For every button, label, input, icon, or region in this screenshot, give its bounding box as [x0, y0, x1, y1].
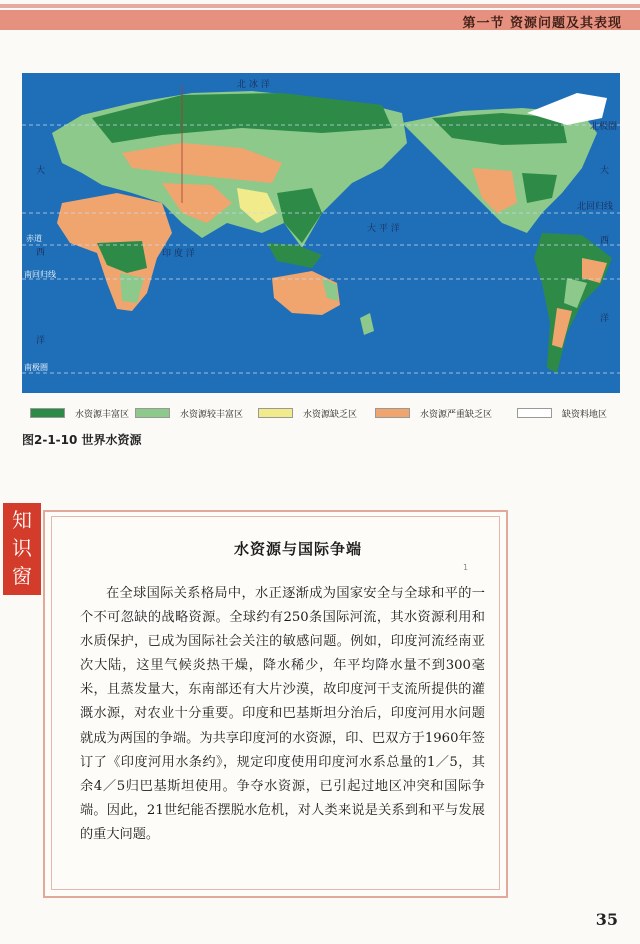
- label-atlantic-left-2: 西: [36, 248, 46, 258]
- figure-caption: 图2-1-10 世界水资源: [22, 433, 142, 447]
- legend-label: 水资源缺乏区: [303, 409, 358, 420]
- knowledge-paragraph: 在全球国际关系格局中，水正逐渐成为国家安全与全球和平的一个不可忽缺的战略资源。全球约有250条国际河流，其水资源利用和水质保护，已成为国际社会关注的敏感问题。例如，印度河流经南亚次大陆，这里气候炎热干燥，降水稀少，年平均降水量不到300毫米，且蒸发量大，东南部还有大片沙漠，故印度河干支流所提供的灌溉水源，对农业十分重要。印度和巴基斯坦分治后，印度河用水问题就成为两国的争端。为共享印度河的水资源，印、巴双方于1960年签订了《印度河用水条约》，规定印度使用印度河水系总量的1／5，其余4／5归巴基斯坦使用。争夺水资源，已引起过地区冲突和国际争端。因此，21世纪能否摆脱水危机，对人类来说是关系到和平与发展的重大问题。: [80, 586, 485, 842]
- knowledge-title-wrap: [0, 538, 640, 559]
- label-atlantic-left-1: 大: [36, 166, 46, 176]
- legend-item: [135, 406, 243, 420]
- legend-item: [375, 406, 492, 420]
- header-stripe: [0, 4, 640, 8]
- label-tropic-cancer: 北回归线: [577, 202, 614, 212]
- legend-swatch-rich: [30, 408, 65, 418]
- label-antarctic-circle: 南极圈: [24, 363, 48, 372]
- label-equator: 赤道: [26, 234, 42, 243]
- label-indian-ocean: 印 度 洋: [162, 249, 195, 259]
- tag-char: 识: [12, 536, 32, 560]
- legend-swatch-fairly-rich: [135, 408, 170, 418]
- tag-char: 知: [12, 508, 32, 532]
- legend-item: [30, 406, 129, 420]
- map-legend: [30, 406, 630, 420]
- world-water-resources-map: [22, 73, 620, 393]
- legend-item: [258, 406, 357, 420]
- legend-label: 水资源严重缺乏区: [420, 409, 493, 420]
- label-tropic-capricorn: 南回归线: [24, 270, 56, 279]
- margin-mark: 1: [463, 563, 469, 572]
- label-pacific-ocean: 大 平 洋: [367, 224, 400, 234]
- label-arctic-ocean: 北 冰 洋: [237, 80, 270, 90]
- label-atlantic-right-1: 大: [600, 166, 610, 176]
- legend-item: [517, 406, 607, 420]
- legend-label: 水资源丰富区: [75, 409, 130, 420]
- tag-char: 窗: [12, 564, 32, 588]
- label-arctic-circle: 北极圈: [590, 122, 618, 132]
- knowledge-title: 水资源与国际争端: [233, 540, 362, 558]
- chapter-section-title: 第一节 资源问题及其表现: [462, 16, 622, 31]
- legend-label: 缺资料地区: [562, 409, 608, 420]
- legend-swatch-severe: [375, 408, 410, 418]
- label-atlantic-right-3: 洋: [600, 314, 610, 324]
- legend-swatch-scarce: [258, 408, 293, 418]
- legend-swatch-no-data: [517, 408, 552, 418]
- label-atlantic-left-3: 洋: [36, 336, 46, 346]
- label-atlantic-right-2: 西: [600, 236, 610, 246]
- legend-label: 水资源较丰富区: [180, 409, 244, 420]
- page-number: 35: [595, 910, 618, 929]
